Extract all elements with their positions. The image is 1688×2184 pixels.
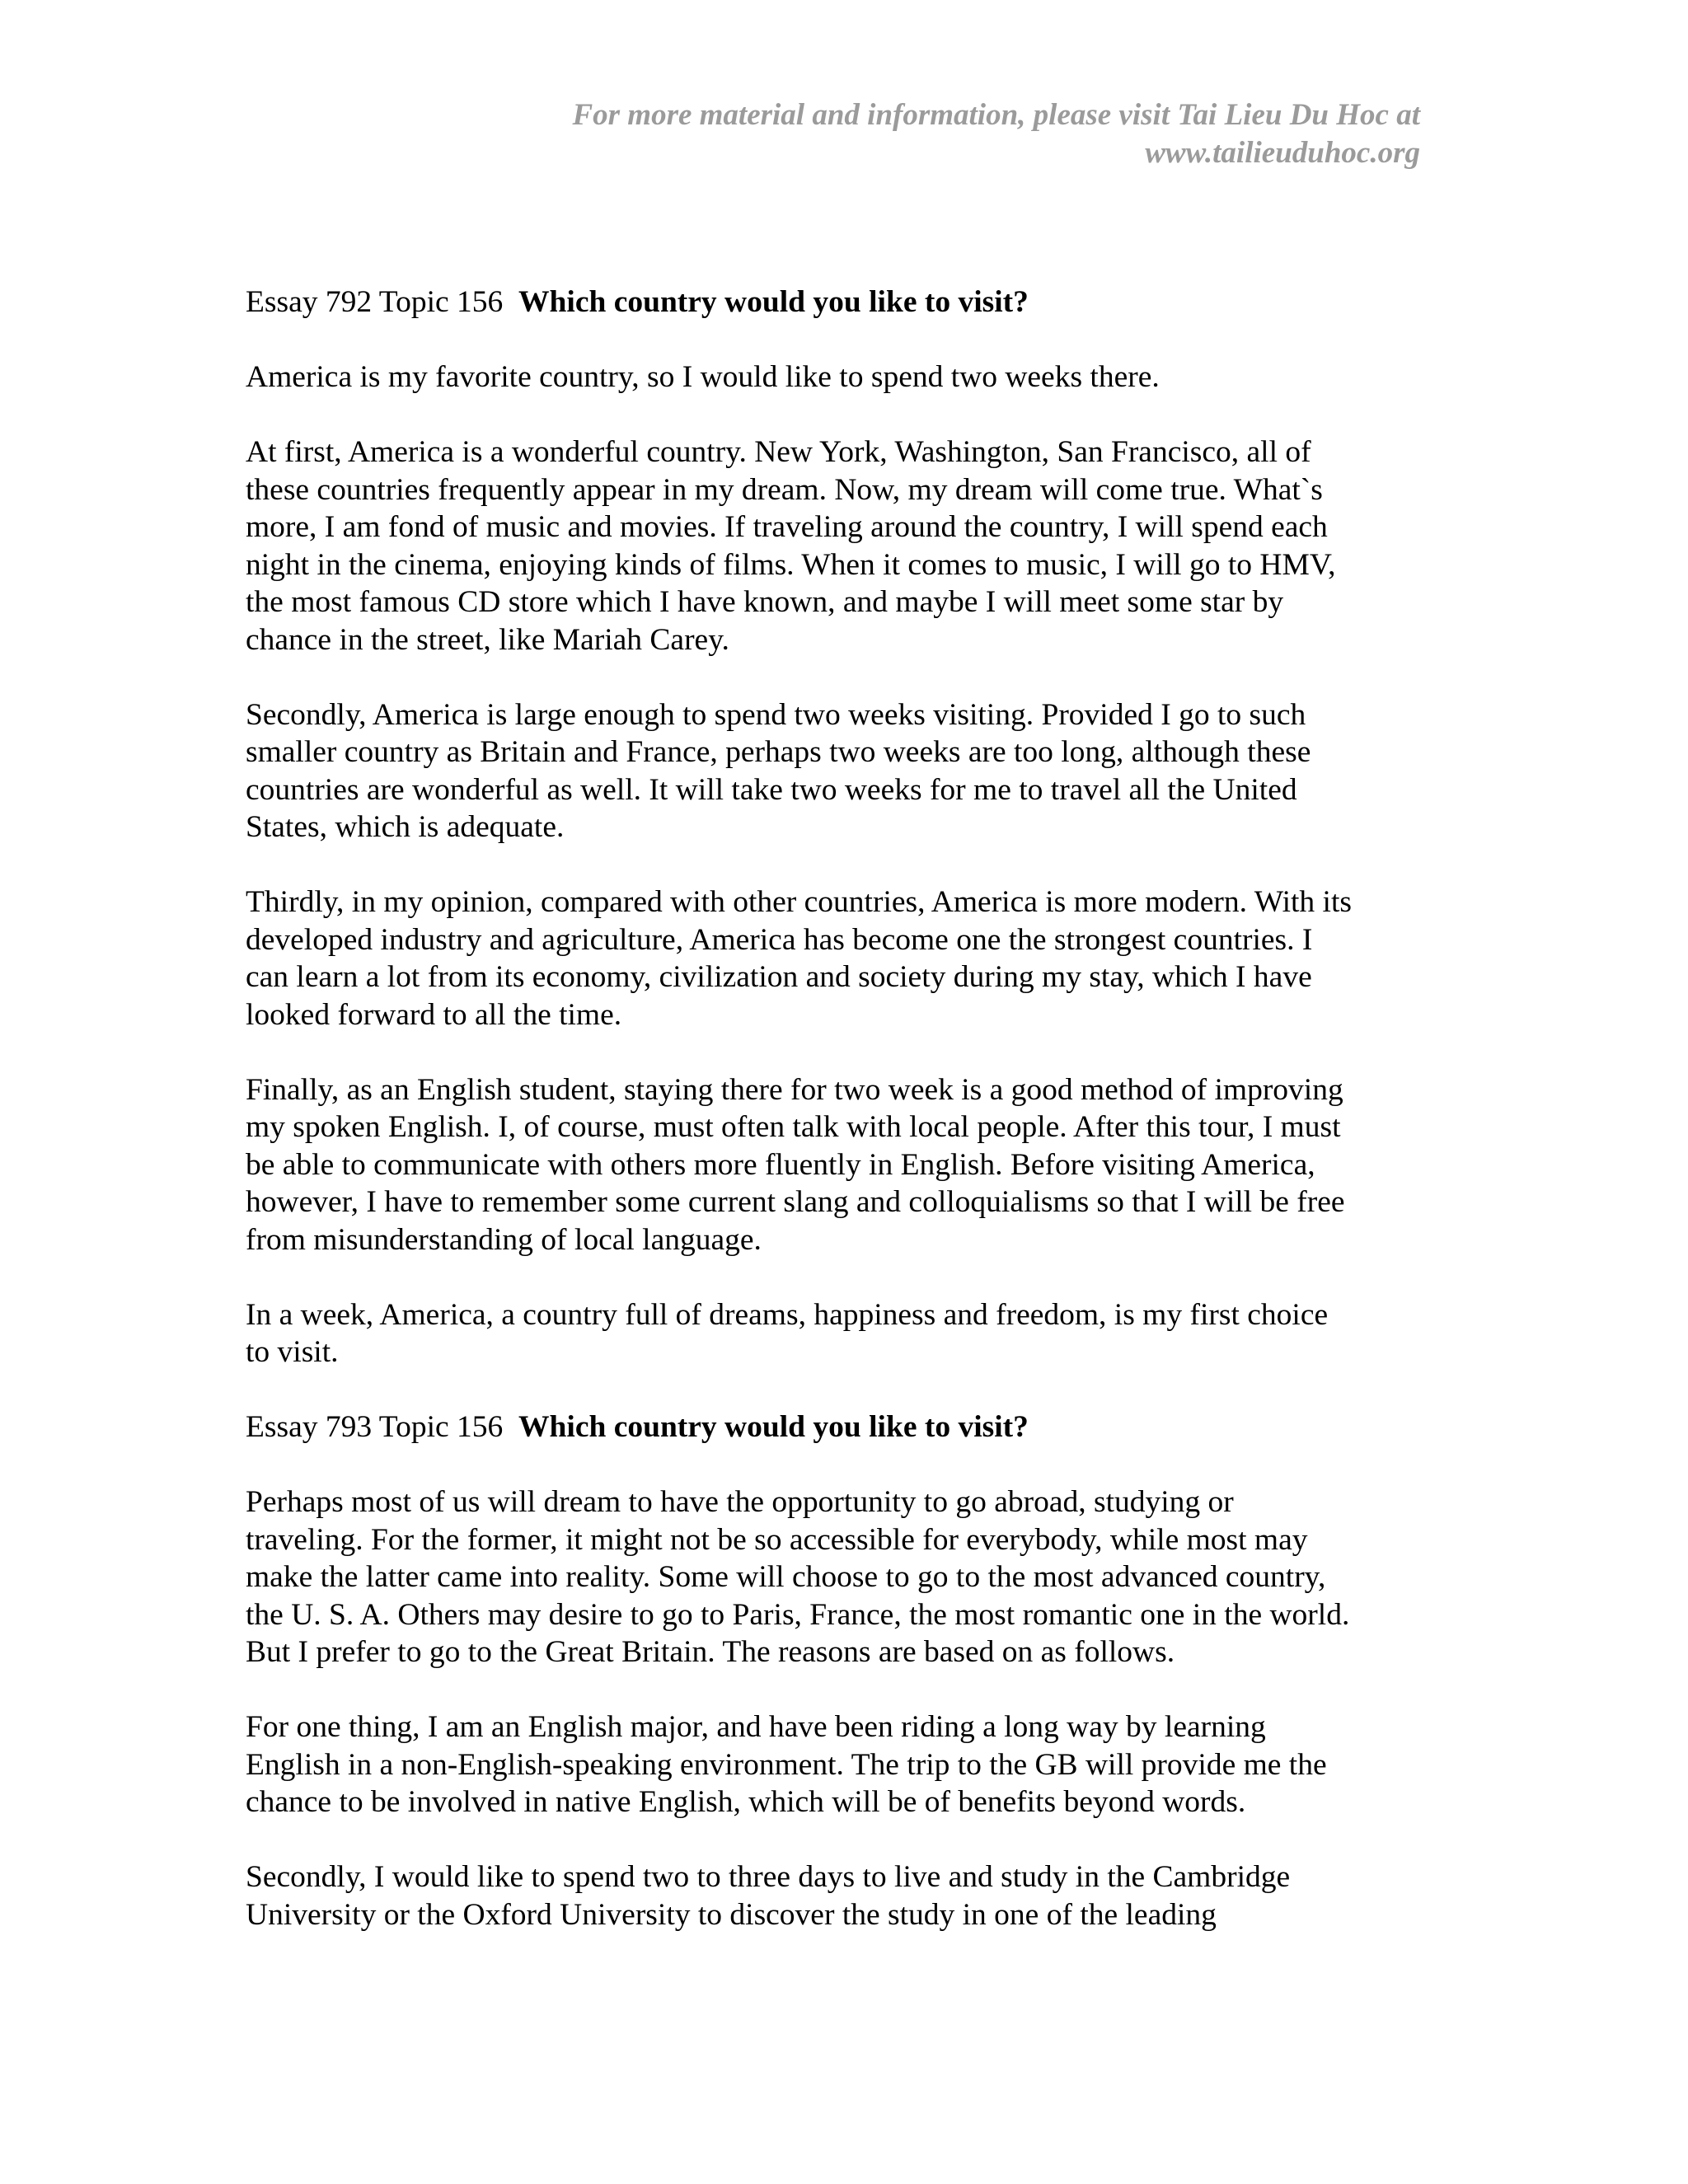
essay-heading (246, 284, 1449, 321)
paragraph-line: chance in the street, like Mariah Carey. (246, 622, 729, 657)
essay-label: Essay 793 Topic 156 (246, 1410, 504, 1444)
paragraph-line: Secondly, I would like to spend two to three days to live and study in the Cambridge (246, 1860, 1291, 1894)
essay-paragraph (246, 883, 1449, 1033)
paragraph-line: countries are wonderful as well. It will take two weeks for me to travel all the United (246, 772, 1297, 807)
header-note-url: www.tailieuduhoc.org (1145, 136, 1420, 170)
paragraph-line: traveling. For the former, it might not be so accessible for everybody, while most may (246, 1522, 1308, 1557)
paragraph-line: more, I am fond of music and movies. If traveling around the country, I will spend each (246, 510, 1328, 544)
paragraph-line: But I prefer to go to the Great Britain. The reasons are based on as follows. (246, 1635, 1175, 1669)
essay-paragraph (246, 696, 1449, 846)
essay-paragraph (246, 1071, 1449, 1259)
paragraph-line: For one thing, I am an English major, and have been riding a long way by learning (246, 1710, 1266, 1744)
essay-label: Essay 792 Topic 156 (246, 285, 504, 319)
paragraph-line: Perhaps most of us will dream to have the opportunity to go abroad, studying or (246, 1485, 1234, 1519)
paragraph-line: Finally, as an English student, staying there for two week is a good method of improving (246, 1072, 1343, 1107)
paragraph-line: to visit. (246, 1335, 339, 1369)
essay-paragraph (246, 359, 1449, 396)
header-note (431, 96, 1420, 172)
paragraph-line: however, I have to remember some current slang and colloquialisms so that I will be free (246, 1185, 1345, 1219)
paragraph-line: the U. S. A. Others may desire to go to Paris, France, the most romantic one in the world. (246, 1597, 1350, 1632)
paragraph-line: can learn a lot from its economy, civilization and society during my stay, which I have (246, 960, 1312, 994)
paragraph-line: the most famous CD store which I have known, and maybe I will meet some star by (246, 585, 1284, 619)
paragraph-line: In a week, America, a country full of dreams, happiness and freedom, is my first choice (246, 1297, 1329, 1332)
header-note-line: For more material and information, please visit Tai Lieu Du Hoc at (572, 98, 1420, 132)
paragraph-line: looked forward to all the time. (246, 997, 622, 1032)
essay-question: Which country would you like to visit? (518, 285, 1029, 319)
document-body (246, 284, 1449, 1971)
paragraph-line: smaller country as Britain and France, perhaps two weeks are too long, although these (246, 735, 1311, 769)
paragraph-line: my spoken English. I, of course, must often talk with local people. After this tour, I must (246, 1110, 1341, 1144)
paragraph-line: University or the Oxford University to discover the study in one of the leading (246, 1897, 1217, 1932)
paragraph-line: chance to be involved in native English, which will be of benefits beyond words. (246, 1785, 1246, 1819)
essay-paragraph (246, 434, 1449, 658)
paragraph-line: night in the cinema, enjoying kinds of films. When it comes to music, I will go to HMV, (246, 547, 1336, 582)
paragraph-line: America is my favorite country, so I would like to spend two weeks there. (246, 360, 1160, 394)
paragraph-line: be able to communicate with others more fluently in English. Before visiting America, (246, 1147, 1315, 1182)
paragraph-line: English in a non-English-speaking environment. The trip to the GB will provide me the (246, 1747, 1327, 1782)
paragraph-line: these countries frequently appear in my dream. Now, my dream will come true. What`s (246, 472, 1323, 507)
essay-paragraph (246, 1858, 1449, 1933)
paragraph-line: from misunderstanding of local language. (246, 1222, 762, 1257)
paragraph-line: At first, America is a wonderful country. New York, Washington, San Francisco, all of (246, 435, 1311, 469)
paragraph-line: Thirdly, in my opinion, compared with other countries, America is more modern. With its (246, 885, 1352, 919)
essay-question: Which country would you like to visit? (518, 1410, 1029, 1444)
essay-heading (246, 1408, 1449, 1446)
paragraph-line: States, which is adequate. (246, 810, 565, 844)
paragraph-line: Secondly, America is large enough to spend two weeks visiting. Provided I go to such (246, 697, 1306, 732)
essay-paragraph (246, 1708, 1449, 1821)
essay-paragraph (246, 1296, 1449, 1371)
paragraph-line: make the latter came into reality. Some will choose to go to the most advanced country, (246, 1560, 1326, 1594)
paragraph-line: developed industry and agriculture, America has become one the strongest countries. I (246, 922, 1313, 957)
essay-paragraph (246, 1483, 1449, 1671)
